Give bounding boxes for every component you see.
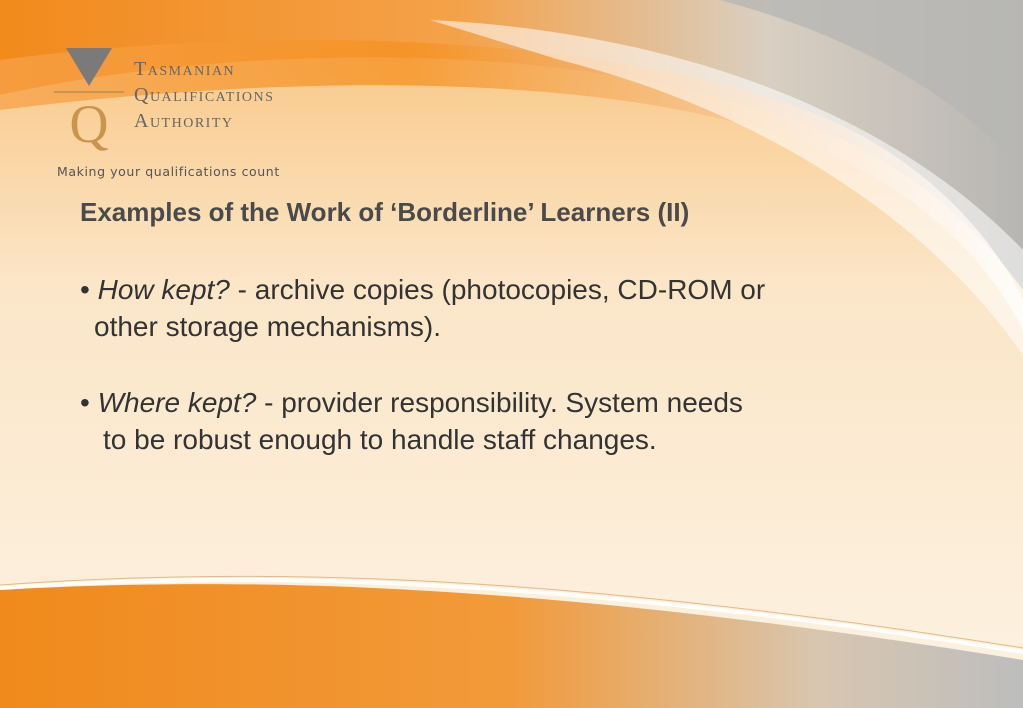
- bullet-lead: How kept?: [97, 274, 230, 305]
- bullet-text: archive copies (photocopies, CD-ROM or: [247, 274, 766, 305]
- logo-letter: Q: [69, 94, 109, 154]
- bullet-text-continued: other storage mechanisms).: [94, 311, 442, 342]
- slide-title: Examples of the Work of ‘Borderline’ Learners (II): [80, 197, 690, 227]
- tqa-logo-icon: [54, 46, 124, 154]
- bullet-lead: Where kept?: [97, 387, 257, 418]
- bullet-text: provider responsibility. System needs: [273, 387, 743, 418]
- organization-name: [134, 56, 274, 134]
- bullet-marker: •: [80, 387, 90, 418]
- bullet-text-continued: to be robust enough to handle staff changes.: [103, 424, 657, 455]
- org-name-line-3: Authority: [134, 110, 234, 132]
- bullet-marker: •: [80, 274, 90, 305]
- bullet-how-kept: [80, 271, 765, 345]
- org-name-line-2: Qualifications: [134, 84, 275, 106]
- org-name-line-1: Tasmanian: [134, 58, 236, 80]
- tagline: Making your qualifications count: [57, 164, 280, 179]
- bullet-separator: -: [229, 274, 247, 305]
- bullet-where-kept: [80, 384, 743, 458]
- bullet-separator: -: [256, 387, 274, 418]
